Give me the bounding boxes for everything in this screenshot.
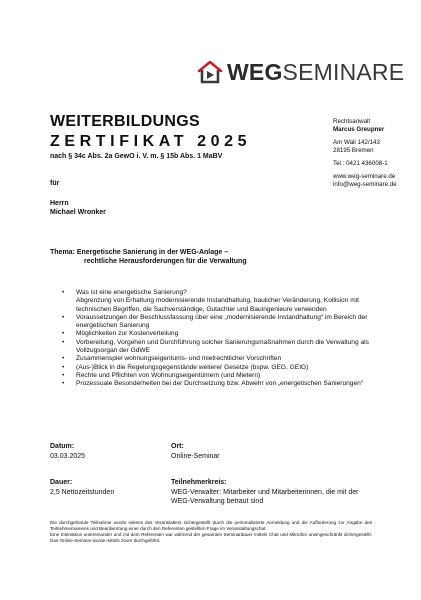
topic-list (62, 289, 372, 389)
certificate-title-line1: WEITERBILDUNGS (50, 113, 200, 130)
place-label: Ort: (171, 443, 184, 450)
duration-value: 2,5 Nettozeitstunden (50, 489, 115, 496)
footer-paragraph-2: Eine Interaktion untereinander und mit dem Referenten war während der gesamten Seminardauer mittels Chat und Mikrofon uneingeschränkt sichergestellt. Das Online-Seminar wurde mittels zoom durchgeführt. (50, 532, 372, 543)
bullet: • (62, 289, 65, 296)
contact-city: 28195 Bremen (333, 147, 374, 154)
topic-line1: Thema: Energetische Sanierung in der WEG-Anlage – (50, 249, 229, 256)
contact-phone: Tel.: 0421 436008-1 (333, 160, 388, 167)
topic-item-text: Prozessuale Besonderheiten bei der Durchsetzung bzw. Abwehr von „energetischen Sanierungen“ (76, 380, 364, 388)
contact-email[interactable]: info@weg-seminare.de (333, 181, 397, 188)
topic-item (62, 330, 372, 338)
contact-block (333, 118, 397, 189)
bullet: • (62, 313, 65, 321)
date-value: 03.03.2025 (50, 453, 86, 460)
topic-item (62, 355, 372, 363)
topic-item-text: Rechte und Pflichten von Wohnungseigentümern (und Mietern) (76, 371, 261, 379)
topic-item-text: (Aus-)Blick in die Regelungsgegenstände weiterer Gesetze (bspw. GEG, GEIG) (76, 363, 309, 371)
topic-item (62, 372, 372, 380)
topic-item (62, 339, 372, 356)
bullet: • (62, 363, 65, 371)
logo-wordmark (227, 58, 405, 85)
recipient-salutation: Herrn (50, 200, 69, 207)
participants-label: Teilnehmerkreis: (171, 479, 227, 486)
footer-paragraph-1: Die durchgehende Teilnahme wurde seitens des Veranstalters sichergestellt durch die personalisierte Anmeldung und die Aufforderung zur Angabe des Teilnehmernamens und Beantwortung einer durch den Referenten gestellten Frage im Veranstaltungschat. (50, 520, 372, 531)
house-play-icon (197, 60, 223, 84)
topic-heading (50, 248, 247, 266)
duration-label: Dauer: (50, 479, 73, 486)
topic-item (62, 380, 372, 388)
fuer-label: für (50, 180, 60, 187)
topic-item (62, 314, 372, 331)
legal-basis: nach § 34c Abs. 2a GewO i. V. m. § 15b Abs. 1 MaBV (50, 153, 223, 160)
contact-name: Marcus Greupner (333, 126, 385, 133)
participants-value: WEG-Verwalter: Mitarbeiter und Mitarbeiterinnen, die mit der WEG-Verwaltung betraut sind (171, 489, 359, 505)
place-value: Online-Seminar (171, 453, 220, 460)
footer-note (50, 520, 372, 544)
logo-brand-regular: SEMINARE (282, 58, 405, 85)
topic-item-text: Möglichkeiten zur Kostenverteilung (76, 330, 179, 338)
topic-item (62, 289, 372, 314)
certificate-title-line2: ZERTIFIKAT 2025 (50, 133, 252, 150)
topic-item-text: Vorbereitung, Vorgehen und Durchführung solcher Sanierungsmaßnahmen durch die Verwaltung als Vollzugsorgan der GdWE (76, 338, 369, 355)
recipient-name: Michael Wronker (50, 209, 106, 216)
recipient-block (50, 199, 106, 217)
topic-line2: rechtliche Herausforderungen für die Verwaltung (84, 258, 247, 265)
bullet: • (62, 380, 65, 388)
logo-brand-bold: WEG (227, 58, 283, 85)
topic-item-text: Voraussetzungen der Beschlussfassung über eine „modernisierende Instandhaltung“ im Bereich der energetischen Sanierung (76, 313, 368, 330)
topic-item (62, 364, 372, 372)
bullet: • (62, 355, 65, 363)
bullet: • (62, 338, 65, 346)
date-label: Datum: (50, 443, 75, 450)
contact-role: Rechtsanwalt (333, 118, 371, 125)
contact-website[interactable]: www.weg-seminare.de (333, 173, 396, 180)
bullet: • (62, 371, 65, 379)
contact-street: Am Wall 142/143 (333, 139, 380, 146)
topic-item-text: Zusammenspiel wohnungseigentums- und mietrechtlicher Vorschriften (76, 355, 282, 363)
weg-seminare-logo (197, 60, 404, 84)
bullet: • (62, 330, 65, 338)
topic-item-text: Was ist eine energetische Sanierung? Abgrenzung von Erhaltung modernisierende Instandhaltung, baulicher Veränderung, Kollision mit technischen Begriffen, die Sachverständige, Gutachter und Bauingenieure verwenden (76, 289, 359, 313)
